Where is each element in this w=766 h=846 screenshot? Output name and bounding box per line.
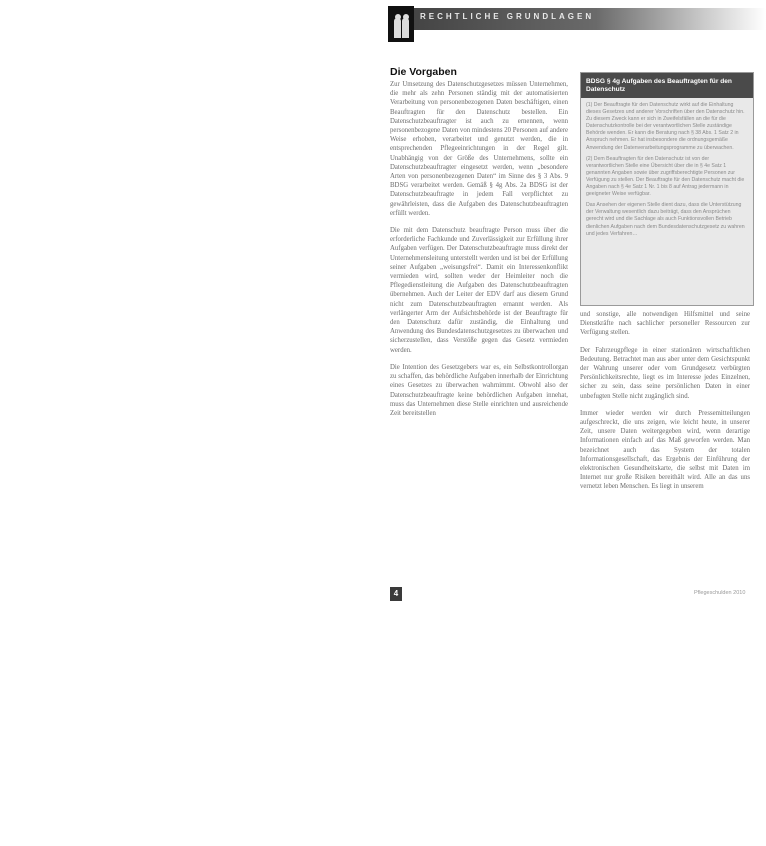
paragraph: Zur Umsetzung des Datenschutzgesetzes müssen Unternehmen, die mehr als zehn Personen ständig mit der automatisierten Verarbeitung von personenbezogenen Daten beschäftigen, einen Beauftragten für den Datenschutz bestellen. Ein Datenschutzbeauftragter ist auch zu ernennen, wenn personenbezogene Daten von mindestens 20 Personen auf andere Weise erhoben, verarbeitet und genutzt werden, die in entsprechenden Pflegeeinrichtungen in der Regel gilt. Unabhängig von der Größe des Unternehmens, sollte ein Datenschutzbeauftragter eingesetzt werden, wenn „besondere Arten von personenbezogenen Daten“ im Sinne des § 3 Abs. 9 BDSG verarbeitet werden. Gemäß § 4g Abs. 2a BDSG ist der Datenschutzbeauftragte in jedem Fall verpflichtet zu gewährleisten, dass die Aufgaben des Datenschutzbeauftragten erfüllt werden. [390, 81, 568, 217]
page-number: 4 [390, 587, 402, 601]
info-box-body [581, 98, 753, 246]
text-column-left [390, 80, 568, 426]
section-title: Die Vorgaben [390, 66, 457, 78]
people-logo-icon [388, 6, 414, 42]
info-box-title: BDSG § 4g Aufgaben des Beauftragten für den Datenschutz [581, 73, 753, 98]
paragraph: und sonstige, alle notwendigen Hilfsmittel und seine Dienstkräfte nach sachlicher personeller Ressourcen zur Verfügung stellen. [580, 311, 750, 337]
paragraph: Die mit dem Datenschutz beauftragte Person muss über die erforderliche Fachkunde und Zuverlässigkeit zur Erfüllung ihrer Aufgaben verfügen. Der Datenschutzbeauftragte muss direkt der Unternehmensleitung unterstellt werden und ist bei der Erfüllung seiner Aufgaben „weisungsfrei“. Damit ein Interessenkonflikt vermieden wird, sollten weder der Heimleiter noch die Pflegedienstleitung die Aufgaben des Datenschutzbeauftragten übernehmen. Auch der Leiter der EDV darf aus diesem Grund nicht zum Datenschutzbeauftragten ernannt werden. Als verlängerter Arm der Aufsichtsbehörde ist der Beauftragte für den Datenschutz dafür zuständig, die Einhaltung und Anwendung des Bundesdatenschutzgesetzes zu überwachen und sicherzustellen, dass Verstöße gegen das Gesetz vermieden werden. [390, 227, 568, 354]
paragraph: Der Fahrzeugpflege in einer stationären wirtschaftlichen Bedeutung. Betrachtet man aus aber unter dem Gesichtspunkt der Wahrung unserer oder vom Grundgesetz verbürgten Persönlichkeitsrechte, liegt es im Interesse jedes Einzelnen, sicher zu sein, dass seine persönlichen Daten in einer unbefugten Stelle nicht zugänglich sind. [580, 346, 750, 400]
paragraph: Immer wieder werden wir durch Pressemitteilungen aufgeschreckt, die uns zeigen, wie leicht heute, in unserer Zeit, unsere Daten weitergegeben wird, wenn derartige Informationen einfach auf das Maß geworfen werden. Man bezeichnet auch das System der totalen Informationsgesellschaft, das Ergebnis der Einführung der elektronischen Gesundheitskarte, die selbst mit Daten im Internet nur große Risiken bereithält wird. Alle an das uns vernetzt leben Menschen. Es liegt in unserem [580, 409, 750, 491]
info-box-paragraph: (2) Dem Beauftragten für den Datenschutz ist von der verantwortlichen Stelle eine Übersicht über die in § 4e Satz 1 genannten Angaben sowie über zugriffsberechtigte Personen zur Verfügung zu stellen. Der Beauftragte für den Datenschutz macht die Angaben nach § 4e Satz 1 Nr. 1 bis 8 auf Antrag jedermann in geeigneter Weise verfügbar. [586, 155, 745, 198]
publication-footer: Pflegeschulden 2010 [694, 590, 746, 596]
info-box-paragraph: (1) Der Beauftragte für den Datenschutz wirkt auf die Einhaltung dieses Gesetzes und anderer Vorschriften über den Datenschutz hin. Zu diesem Zweck kann er sich in Zweifelsfällen an die für die Datenschutzkontrolle bei der verantwortlichen Stelle zuständige Behörde wenden. Er kann die Beratung nach § 38 Abs. 1 Satz 2 in Anspruch nehmen. Er hat insbesondere die ordnungsgemäße Anwendung der Datenverarbeitungsprogramme zu überwachen. [586, 102, 745, 151]
paragraph: Die Intention des Gesetzgebers war es, ein Selbstkontrollorgan zu schaffen, das behördliche Aufgaben innerhalb der Einrichtung eines Gesetzes zu überwachen wahrnimmt. Obwohl also der Datenschutzbeauftragte keine behördlichen Aufgaben innehat, muss das Unternehmen diese Stelle einrichten und ausreichende Zeit bereitstellen [390, 363, 568, 417]
header-title: RECHTLICHE GRUNDLAGEN [420, 12, 595, 21]
info-box [580, 72, 754, 306]
text-column-right [580, 310, 750, 500]
info-box-paragraph: Das Ansehen der eigenen Stelle dient dazu, dass die Unterstützung der Verwaltung wesentlich dazu beiträgt, dass den Ansprüchen gerecht wird und die Sachlage als auch Funktionsvollen Betrieb dienlichen Aufgaben nach dem Bundesdatenschutzgesetz zu wahren und jedes Verfahren… [586, 202, 745, 237]
